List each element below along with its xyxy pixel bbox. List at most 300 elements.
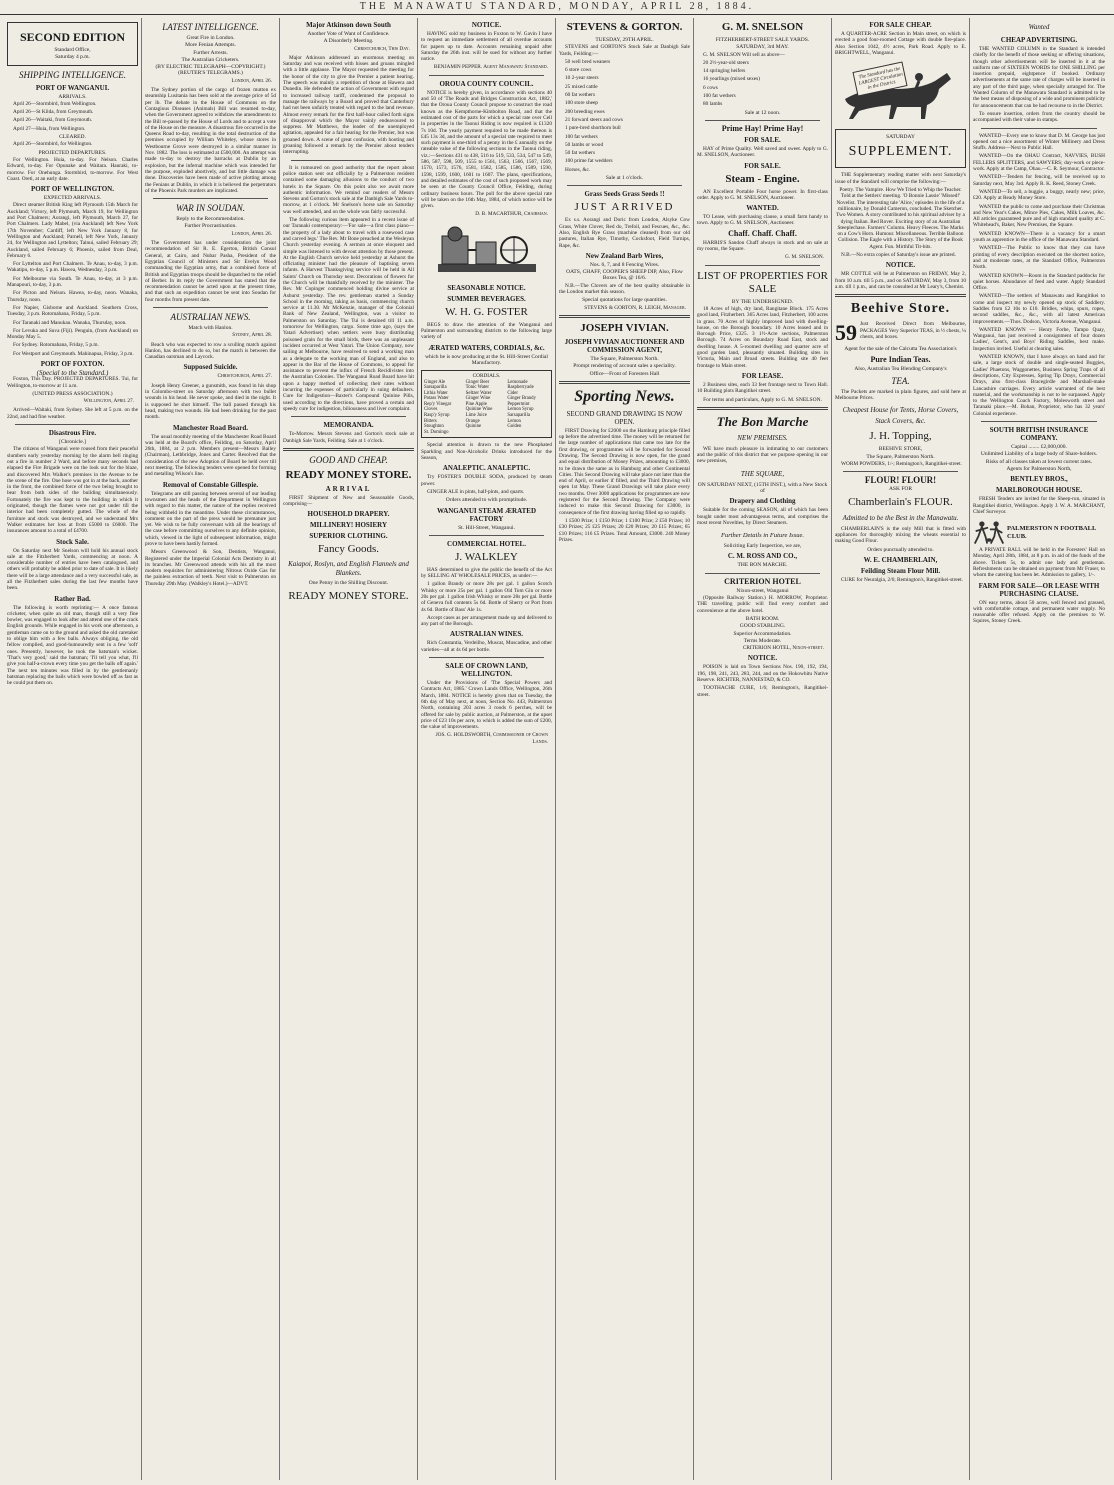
wanted-ad: WANTED—On the OHAU Contract, NAVVIES, BUSH FELLERS SPLITTERS, and SAWYERS; day-work or piece-work. Apply at the Camp, Ohau.—C. R. Seymour, Contractor. <box>973 153 1105 173</box>
rumour-text: It is rumoured on good authority that the report about police station sent out officially by a Palmerston resident contained some damaging allusions to the conduct of two hotels in the Square. On this point also we await more authentic information. We remind our readers of Messrs Stevens and Gorton's stock sale at the Danbigh Sale Yards to-morrow, at 1 o'clock. Mr Snelson's horse sale on Saturday was well attended, and on the whole was fairly successful. <box>283 164 414 215</box>
walkley-list: 1 gallon Brandy or more 28s per gal. 1 gallon Scotch Whisky or more 25s per gal. 1 gallon Old Tom Gin or more 20s per gal. 1 gallon Irish Whisky or more 28s per gal. Bottle of Geneva full contents 5s 6d. Bottle of Sherry or Port from 4s 6d. Bottle of Bass' Ale 1s. <box>421 581 552 613</box>
feilding-mill: Feilding Steam Flour Mill. <box>860 566 941 575</box>
list-item: Peppermint <box>507 401 530 407</box>
port-foxton: PORT OF FOXTON. <box>40 359 105 368</box>
edition-time: Saturday 4 p.m. <box>55 54 90 61</box>
the-square: THE SQUARE, <box>740 469 785 478</box>
grass-text: Ex s.s. Aorangi and Doric from London, Alsyke Cow Grass, White Clover, Red do, Trefoil, and Fescues, &c., &c. Also, English Rye Grass (machine cleaned) from our old pastures, Italian Rye, Timothy, Cocksfoot, Field Turnips, Rape, &c. <box>559 217 690 249</box>
cheap-advertising: CHEAP ADVERTISING. <box>1000 36 1078 44</box>
soudan-sub: Further Procrastination. <box>184 223 237 230</box>
aus-date: Sydney, April 28. <box>232 332 272 339</box>
ask-for: ASK FOR <box>888 486 913 493</box>
divider <box>283 448 414 451</box>
list-item: 80 lambs <box>703 101 723 108</box>
arrival-text: FIRST Shipment of New and Seasonable Goods, comprising— <box>283 494 414 508</box>
dentist-text: Messrs Greenwood & Son, Dentists, Wanganui, Registered under the Imperial Colonial Acts Dentistry in all its branches. Mr Greenwood attends with his all the most modern requisites for administering Nitrous Oxide Gas for the painless extraction of teeth. Next visit to Palmerston on Thursday 29th May. (Walkley's Hotel.)—ADVT. <box>145 549 276 587</box>
vivian-office: Office—Front of Foresters Hall <box>589 370 660 377</box>
soudan-text: The Government has under consideration the joint recommendation of Sir R. E. Egerton, British Consul General, at Cairo, and Nubar Pasha, President of the Egyptian Council of Ministers and Sir Evelyn Wood commanding the Egyptian army, that a combined force of British and Egyptian troops should be dispatched to the relief of Berber. In its reply the Government has stated that the recommendation cannot be acted upon at the present time, and that such an expedition cannot be sent into Soudan for four months from present date. <box>145 240 276 303</box>
wanted-ad: WANTED—Tenders for fencing, will be received up to Saturday next, May 3rd. Apply R. K. Reed, Stoney Creek. <box>973 174 1105 187</box>
list-item: Orange <box>465 418 480 424</box>
stock-sale-title: Stock Sale. <box>56 537 89 546</box>
soliciting: Soliciting Early Inspection, we are, <box>723 543 802 550</box>
quarter-acre-text: A QUARTER-ACRE Section in Main street, on which is erected a good four-roomed Cottage with double fire-place. Also Section 1042, 4½ acres, Park Road. Apply to E. BRIGHTWELL, Wanganui. <box>835 31 966 56</box>
list-item: Horses, &c. <box>565 166 591 173</box>
oroua-title: OROUA COUNTY COUNCIL. <box>439 79 534 88</box>
list-item: 6 cows <box>703 84 718 91</box>
list-item: Rep'y Vinegar <box>424 401 452 407</box>
supplement-day: SATURDAY <box>886 134 915 141</box>
list-item: Ginger Beer <box>465 379 490 385</box>
latest-sub: The Australian Cricketers. <box>181 56 240 63</box>
arrived-text: Arrived—Waitaki, from Sydney. She left at 5 p.m. on the 22nd, and had fine weather. <box>7 407 138 420</box>
vivian-address: The Square, Palmerston North. <box>590 355 659 362</box>
list-item: Potass Water <box>424 396 449 402</box>
divider <box>153 307 268 308</box>
list-item: Raspberryade <box>507 385 534 391</box>
ready-money-store: READY MONEY STORE. <box>285 468 412 481</box>
list-item: Bitters <box>424 418 437 424</box>
chaff-heading: Chaff. Chaff. Chaff. <box>728 228 797 238</box>
chaff-text: HARRIS'S Sandon Chaff always in stock and on sale at my rooms, the Square. <box>697 239 828 253</box>
atkinson-date: Christchurch, This Day. <box>354 45 410 52</box>
criterion-signature: CRITERION HOTEL, Nixon-street. <box>742 645 824 652</box>
bon-more: Suitable for the coming SEASON, all of which has been bought under most advantageous terms, and comprises the most recent Novelties, by Direct Steamers. <box>697 507 828 526</box>
calcutta: Agent for the sale of the Calcutta Tea Association's <box>844 346 957 353</box>
misc-text: The following curious item appeared in a recent issue of our Taranaki contemporary:—'For sale—a first class piano—the property of a lady about to travel with a rosewood case and carved legs.' The Rev. Mr Bone preached at the Wesleyan Church yesterday evening. A sermon at once eloquent and simple was listened to with devout attention by those present. At the English Church service held yesterday at Ashurst the officiating minister had the pleasure of baptising seven infants. A Harvest Thanksgiving service will be held in All Saints' Church on Thursday next. Decorations of flowers for the Church will be thankfully received by the minister. The Rev. Mr Copinger commenced holding divine service at Ashurst yesterday. The rev. gentleman started a Sunday School in the morning, taking as basis, commencing church service at 11.30. Mr McKenzie, manager of the Colonial Bank of New Zealand, Wellington, was a visitor to Palmerston on Saturday. The Tui is detained till 11 a.m. tomorrow for Wellington, cargo. Some time ago, (says the Yatari Advertiser) when settlers were busy distributing poisoned grain for the small birds, there was an unpleasant incident occurred at West Yatari. The Union Company, now sailing at Melbourne, have resolved to send a working man as a delegate to the working man of England, and also to appear in the Bar of the House of Commons, to appeal for assistance to prevent the influx of French Recidivistes into the Australian Colonies. The Wanganui Road Board have hit upon a happy method of collecting their rates without incurring the expenses of particularly in suing defaulters. Cure for Indigestion—Baxter's Compound Quinine Pills, used according to the directions, have proved a certain and speedy cure for indigestion, biliousness and liver complaint. <box>283 217 414 412</box>
divider <box>291 416 406 417</box>
suicide-title: Supposed Suicide. <box>183 363 238 372</box>
aerated-sub: which he is now producing at the St. Hill-Street Cordial Manufactory. <box>425 353 548 366</box>
atkinson-text: Major Atkinson addressed an enormous meeting on Saturday and was received with hisses and groans mingled with a little applause. The Mayor requested the meeting for the honor of the city to give the Premier a patient hearing. The speech was mainly a repetition of those at Hawera and Dunedin. He defended the action of Government with regard to increased railway tariff, condemned the proposal to manage the railways by a Board and proved that Canterbury had not been unfairly treated with regard to the land revenue. Almost every remark for the first half-hour called forth signs of disapproval which the Mayor vainly endeavoured to suppress. Mr Matthews, the leader of the unemployed agitation, appealed for a fair hearing for the Premier, but was groaned down. A scene of great confusion, with hooting and groaning followed a remark by the Premier about tenders interrupting. <box>283 54 414 156</box>
cordials-table <box>421 370 552 438</box>
edition-title: SECOND EDITION <box>19 30 126 44</box>
cleared-label: CLEARED. <box>59 134 86 141</box>
ready-money-store-footer: READY MONEY STORE. <box>288 589 409 602</box>
column-8 <box>970 18 1108 1480</box>
fire-source: [Chronicle.] <box>59 439 86 446</box>
constable-text: Telegrams are still passing between several of our leading townsmen and the heads of the Department in Wellington with regard to this matter, the nature of the replies received being withheld in the meantime. Under these circumstances, comment on the part of the press would be premature just yet. We wish to be fully conversant with all the bearings of the case before committing ourselves to any definite opinion, which, viewed in the light of subsequent information, might prove to have been hastily formed. <box>145 490 276 547</box>
risks-line: Risks of all classes taken at lowest current rates. <box>985 458 1093 465</box>
expected-text: Direct steamer British King left Plymouth 15th March for Auckland; Victory, left Plymouth, March 19, for Wellington and Port Chalmers; Aorangi, left Plymouth, March 27, for Port Chalmers. Lady Mabel, (via Auckland) left New York 17th November; Cardiff, left New York January 8, for Wellington and Auckland; Parnell, left New York, January 24, for Wellington and Lyttelton; Tainui, sailed February 29; Auckland, sailed February 6; Phoenix, sailed from Deal, February 6. <box>7 202 138 259</box>
for-sale-cheap: FOR SALE CHEAP. <box>869 21 932 29</box>
list-item: Ginger Wine <box>465 396 491 402</box>
list-item: Rasp'y Syrup <box>424 413 450 419</box>
wanted-ad: WANTED the public to come and purchase their Christmas and New Year's Cakes, Mince Pies, Cakes, Milk Loaves, &c. All articles guaranteed pure and of high standard quality at C. Whitehead's, Baker, New Premises, the Square. <box>973 203 1105 229</box>
commercial-hotel: COMMERCIAL HOTEL. <box>447 539 526 548</box>
marlborough-house: MARLBOROUGH HOUSE. <box>996 486 1082 495</box>
arrivals-label: ARRIVALS. <box>58 93 87 100</box>
special-quote: Special quotations for large quantities. <box>582 297 667 304</box>
tea-heading: TEA. <box>891 375 910 386</box>
wanted-heading: Wanted <box>1028 23 1050 31</box>
list-item: Golden <box>507 424 522 430</box>
just-arrived: JUST ARRIVED <box>574 201 675 214</box>
fire-text: The citizens of Wanganui were roused from their peaceful slumbers early yesterday morning by the alarm bell ringing out a fire in number 2 Ward, and before many seconds had elapsed the Fire Brigade were on the look out for the blaze, and discovered Mrs Walker's premises in the Avenue to be the scene of the fire. One hose was got in at the back, another in the front, the combined force of the two being brought to bear from both sides of the building simultaneously. Fortunately the fire was kept to the building in which it originated, though the flames were not got under till the interior had been completely gutted. The whole of the furniture and stock was destroyed, and we understand Mrs Walker estimates her loss at from £5000 to £6000. The insurances amount to a total of £4700. <box>7 446 138 535</box>
factory-address: St. Hill-Street, Wanganui. <box>458 524 515 531</box>
list-item: 50 lambs or wood <box>565 141 604 148</box>
factory-name: WANGANUI STEAM ÆRATED FACTORY <box>436 506 537 523</box>
unlimited-line: Unlimited Liability of a large body of Share-holders. <box>980 451 1098 458</box>
column-5 <box>556 18 694 1480</box>
supplement-note: N.B.—No extra copies of Saturday's issue are printed. <box>841 252 956 259</box>
soudan-date: London, April 26. <box>231 230 272 237</box>
memoranda-text: To-Morrow. Messrs Stevens and Gorton's stock sale at Danbigh Sale Yards, Feilding. Sale at 1 o'clock. <box>283 431 414 444</box>
wanted-ad: WANTED KNOWN, that I have always on hand and for sale, a large stock of double and single-seated Buggies, Ladies' Phaetons, Waggonettes, Business Spring Traps of all descriptions, City Expresses, Spring Tip Drays, Commercial Drays, also first-class Bracegirdle and Marshall-make Lancashire carriages. Every article warranted of the best material, and the workmanship is not to be surpassed. Apply to the Wellington Coach Factory, Molesworth street and Taranaki place.—M. Bohan, Proprietor, who has 32 years' Colonial experience. <box>973 354 1105 417</box>
crown-land-signature: JOS. G. HOLDSWORTH, Commissioner of Crown Lands. <box>435 732 548 745</box>
list-item: Lemon <box>507 418 521 424</box>
cleared-line: April 26—Stormbird, for Wellington. <box>13 141 93 148</box>
further-details: Further Details in Future Issue. <box>721 532 804 540</box>
projected-departures-label: PROJECTED DEPARTURES. <box>38 149 107 156</box>
divider <box>429 75 544 76</box>
column-7 <box>832 18 970 1480</box>
wanted-ad: WANTED—The Public to know that they can have printing of every description executed on the shortest notice, and at moderate rates, at the Standard Office, Palmerston North. <box>973 245 1105 271</box>
criterion-title: CRITERION HOTEL <box>724 576 801 586</box>
latest-sub: More Fenian Attempts. <box>185 42 236 49</box>
sg-date: TUESDAY, 29TH APRIL. <box>595 37 654 43</box>
beehive-store: Beehive Store. <box>850 301 951 317</box>
orders-text: Orders punctually attended to. <box>867 546 934 553</box>
stock-sale-text: On Saturday next Mr Snelson will hold his annual stock sale at the Fitzherbert Yards, commencing at noon. A considerable number of entries have been catalogued, and others will probably be added prior to date of sale. It is likely there will be a large attendance and a very successful sale, as all the Fitzherbert sales during the last few months have been. <box>7 547 138 592</box>
column-2 <box>142 18 280 1480</box>
aerated-waters: ÆRATED WATERS, CORDIALS, &c. <box>428 343 545 352</box>
discount-line: One Penny in the Shilling Discount. <box>308 580 389 587</box>
millinery-line: MILLINERY! HOSIERY <box>309 521 388 530</box>
crown-land-title: SALE OF CROWN LAND, WELLINGTON. <box>445 662 528 679</box>
rather-bad-text: The following is worth reprinting:— A once famous cricketer, when quite an old man, though still a very fine bowler, was engaged to look after and attend one of the crack English grounds. While engaged in his work one afternoon, a gentleman came on to the ground and asked the old caretaker to oblige him with a few balls. Always obliging, the old fellow complied, and good-humouredly sent in a few 'soft' ones. Presently, however, he took the batsman's wicket. 'That's very good,' said the batsman; 'I'll tell you what, I'll give you half-a-crown every time you get the balls off again.' The next ten minutes was filled in by the gentlemanly batsman replacing the bails which were bowled off as fast as he could put them on. <box>7 604 138 687</box>
football-players-icon <box>973 517 1005 547</box>
steam-engine: Steam - Engine. <box>725 172 800 185</box>
list-item: 20 2½-year-old steers <box>703 59 749 66</box>
pure-indian-teas: Pure Indian Teas. <box>870 354 931 364</box>
shipping-title: SHIPPING INTELLIGENCE. <box>18 69 126 80</box>
arrival-heading: ARRIVAL <box>325 484 372 493</box>
atkinson-sub: A Disorderly Meeting. <box>323 38 374 45</box>
vivian-text: JOSEPH VIVIAN AUCTIONEER AND COMMISSION AGENT, <box>564 337 685 354</box>
cottle-text: MR COTTLE will be at Palmerston on FRIDAY, May 2, from 10 a.m. till 5 p.m., and on SATURDAY, May 3, from 10 a.m. till 1 p.m., and can be consulted at Mr Leary's, Chemist. <box>835 271 966 290</box>
latest-title: LATEST INTELLIGENCE. <box>162 22 259 32</box>
soudan-title: WAR IN SOUDAN. <box>175 203 246 214</box>
divider <box>429 657 544 658</box>
second-edition-box <box>7 22 138 66</box>
steam-text: AN Excellent Portable Four horse power. In first-class order. Apply to G. M. SNELSON, Auctioneer. <box>697 188 828 201</box>
properties-text: 18 Acres of high, dry land, Rangitane Block. 175 Acres good land, Fitzherbert. 365 Acres land, Fitzherbert, 100 acres in grass. 70 Acres of highly improved land with dwelling-house, on the Borough boundary. 10 Acres leased and in Borough Price, £325. 3 1½-Acre sections, Palmerston Borough. 74 Acres on Boundary Road East, stock and dwelling house. A 5-roomed dwelling and quarter acre of good garden land, pleasantly situated. Building sites in Victoria, Main and Broad streets. Building site 40 feet frontage to Main street. <box>697 305 828 369</box>
stevens-gorton-title: STEVENS & GORTON. <box>566 21 683 33</box>
divider <box>153 198 268 199</box>
tents-text: Cheapest House for Tents, Horse Covers, Stack Covers, &c. <box>842 406 959 426</box>
list-item: 100 store sheep <box>565 100 598 107</box>
newspaper-page <box>4 18 1110 1480</box>
sg-text: STEVENS and GORTON'S Stock Sale at Danbigh Sale Yards, Feilding:— <box>559 44 690 57</box>
ross-co: C. M. ROSS AND CO., <box>727 552 798 561</box>
list-item: Stoughton <box>424 424 444 430</box>
list-item: 16 yearlings (mixed sexes) <box>703 76 760 83</box>
list-item: 25 mixed cattle <box>565 83 598 90</box>
supplement-list: Poetry. The Vampire. How We Tried to Whip the Teacher. Told at the Settlers' meeting. 'O Bonnie Lassie' 'Missed!' Novelist. The interesting tale 'Alice,' episodes in the life of a millionaire, by Donald Cameron, concluded. The Sketcher. Two Women. A story contributed to his spiritual adviser by a dying Italian. Red Rover. Exciting story of an Australian Steeplechase. Farmers' Column. Heavy Fleeces. The Marks on a Cow's Horn. Humour. Miscellaneous. Terrible Balloon Collision. The Eagle with a History. The Story of the Book Agent. Fun. Mirthful Tit-bits. <box>836 187 965 250</box>
list-item: Cloves <box>424 407 438 413</box>
notice-title: NOTICE. <box>471 21 502 29</box>
bentley-bros: BENTLEY BROS., <box>1010 475 1068 484</box>
wanted-ad: WANTED—Every one to know that D. M. George has just opened out a nice assortment of Winter Millinery and Dress Stuffs. Address—Next to Public Hall. <box>973 132 1105 152</box>
picton-text: For Picton and Nelson. Hawea, to-day, noon. Wanaka, Thursday, noon. <box>7 290 138 303</box>
supplement-text: THE Supplementary reading matter with next Saturday's issue of the Standard will comprise the following:— <box>835 172 966 185</box>
standard-banner <box>835 59 966 125</box>
cure-text: CURE for Neuralgia, 2/6; Remington's, Rangitikei-street. <box>841 576 963 583</box>
cheap-text: THE WANTED COLUMN in the Standard is intended chiefly for the benefit of those seeking or offering situations, though other advertisements will be inserted in it at the uniform rate of SIXTEEN WORDS for ONE SHILLING per insertion prepaid, eightpence if booked. Ordinary advertisements at the same rate of charges will be inserted in any part of the third page, when specially arranged for. The Wanted Column of the Manawatu Standard is admitted to be the best means of disposing of a wide and prominent publicity for announcements that can be had recourse to in the District. <box>973 46 1105 109</box>
wanted-ad: WANTED—The settlers of Manawatu and Rangitikei to come and inspect my newly opened up stock of Saddlery. Saddles from £2 10s to £10. Bridles, whips, spurs, ropes, second saddles, &c., &c., with all latest American improvements.—Thos. Dodson, Victoria Avenue, Wanganui. <box>973 293 1105 325</box>
sg-signature: STEVENS & GORTON, R. LEIGH, Manager. <box>584 304 686 311</box>
australian-news-title: AUSTRALIAN NEWS. <box>170 311 251 322</box>
column-1 <box>4 18 142 1480</box>
for-sale-2: FOR SALE. <box>744 161 781 170</box>
summer-beverages: SUMMER BEVERAGES. <box>447 294 526 303</box>
apply-text: For terms and particulars, Apply to G. M. SNELSON. <box>703 396 822 403</box>
united-press: (UNITED PRESS ASSOCIATION.) <box>32 390 113 397</box>
list-item: Quinine <box>465 424 482 430</box>
hay-text: HAY of Prime Quality. Well saved and sweet. Apply to G. M. SNELSON, Auctioneer. <box>697 145 828 159</box>
list-item: Ginger Ale <box>424 379 446 385</box>
divider <box>429 535 544 536</box>
bath-room: BATH ROOM. <box>745 615 780 622</box>
banner-text: The Standard has the LARGEST Circulation in the District. <box>858 66 904 92</box>
masthead: THE MANAWATU STANDARD, MONDAY, APRIL 28, 1884. <box>0 0 1114 15</box>
latest-text: The Sydney portion of the cargo of frozen mutton ex steamship Lusitania has been sold at the average price of 5d per lb. The debate in the House of Commons on the Contagious Diseases (Animals) Bill was resumed to-day, when the Government agreed to withdraw the amendments to the Bill re-passed by the House of Lords and to accept a vote of the House on the measure. A disastrous fire occurred in the Queens Road to-day, resulting in the total destruction of the premises occupied by William Whiteley, whose stores in Westbourne Grove were destroyed in a similar manner in Nov. 1882. The loss is estimated at £500,000. An attempt was made to-day to destroy the barracks at Dublin by an explosion, but the infernal machine which was intended for the purpose, exploded abortively, and but little damage was done. Discoveries have been made of active plotting among the Fenians at Dublin, in which it is believed the perpetrators of the Phoenix Park murders are implicated. <box>145 87 276 194</box>
barb-nos: Nos. 6, 7, and 8 Fencing Wires. <box>589 261 660 268</box>
supplement-box <box>835 129 966 168</box>
oats-line: OATS, CHAFF, COOPER'S SHEEP DIP, Also, Flow Boxes Tea, @ 16/6. <box>566 269 683 282</box>
wanted-ad: WANTED—To sell, a buggie, a buggy, nearly new; price, £20. Apply at Ready Money Store. <box>973 188 1105 202</box>
oroua-signature: D. B. MACARTHUR, Chairman. <box>475 211 548 218</box>
agents-line: Agents for Palmerston North, <box>1006 465 1072 472</box>
topping-sub: BEEHIVE STORE, <box>878 446 923 453</box>
football-header <box>973 517 1105 547</box>
wanted-ad: WANTED KNOWN—There is a vacancy for a smart youth as apprentice in the office of the Manawatu Standard. <box>973 230 1105 244</box>
notice-heading: NOTICE. <box>747 654 778 663</box>
for-lease: FOR LEASE. <box>741 371 784 380</box>
analeptic: ANALEPTIC. ANALEPTIC. <box>442 464 531 473</box>
snelson-date: SATURDAY, 3rd MAY. <box>736 44 789 51</box>
wanted-heading: WANTED. <box>746 204 779 213</box>
list-item: 10 2-year steers <box>565 75 599 82</box>
foxton-text: Foxton, This Day. PROJECTED DEPARTURES. Tui, for Wellington, to-morrow at 11 a.m. <box>7 376 138 389</box>
wanted-ad: WANTED KNOWN — Henry Forbe, Tampo Quay, Wanganui, has just received a consignment of four dozen Ladies', Gent's, and Boys' Riding Saddles, best make. Inspection invited. Useful at clearing sales. <box>973 326 1105 352</box>
supplement-title: SUPPLEMENT. <box>848 144 953 160</box>
walkley-text: HAS determined to give the public the benefit of the Act by SELLING AT WHOLESALE PRICES, as under:— <box>421 566 552 580</box>
criterion-text: (Opposite Railway Station.) H. MORROW, Proprietor. THE travelling public will find every comfort and convenience at the above hotel. <box>697 595 828 614</box>
properties-title: LIST OF PROPERTIES FOR SALE <box>697 269 828 295</box>
walkley-name: J. WALKLEY <box>455 550 518 563</box>
divider <box>705 265 820 266</box>
topping-name: J. H. Topping, <box>869 430 932 443</box>
superior-accommodation: Superior Accommodation. <box>733 630 792 637</box>
grass-seeds-heading: Grass Seeds Grass Seeds !! <box>584 190 665 199</box>
melbourne-text: For Melbourne via South. Te Anau, to-day, at 3 p.m. Manapouri, to-day, 3 p.m. <box>7 275 138 289</box>
list-item: 100 fat wethers <box>565 133 598 140</box>
criterion-address: Nixon-street, Wanganui <box>736 587 789 594</box>
list-item: 50 fat wethers <box>565 150 596 157</box>
divider <box>567 185 682 186</box>
foster-name: W. H. G. FOSTER <box>445 305 528 318</box>
beehive-number-icon: 59 <box>835 320 857 346</box>
good-stabling: GOOD STABLING. <box>739 623 786 630</box>
road-board-title: Manchester Road Board. <box>172 423 249 432</box>
beehive-text: Just Received Direct from Melbourne, PACKAGES Very Superior TEAS, in ½ chests, ¼ chests, and boxes. <box>860 321 966 340</box>
aus-sub: Match with Hanlon. <box>188 324 233 331</box>
suicide-date: Christchurch, April 27. <box>217 373 272 380</box>
aus-text: Beach who was expected to row a sculling match against Hanlon, has declined to do so, but the match is between the Canadian oarsman and Laycock. <box>145 341 276 361</box>
wanted-text: TO Lease, with purchasing clause, a small farm handy to town. Apply to G. M. SNELSON, Auctioneer. <box>697 214 828 227</box>
list-item: Quinine Wine <box>465 407 493 413</box>
foxton-special: (Special to the Standard.) <box>36 368 109 377</box>
vivian-prompt: Prompt rendering of account sales a speciality. <box>573 363 676 370</box>
snelson-signature: G. M. SNELSON. <box>785 254 824 261</box>
special-text: Special attention is drawn to the new Phosphated Sparkling and Non-Alcoholic Drinks introduced for the Season, <box>421 442 552 462</box>
flour-heading: FLOUR! FLOUR! <box>864 475 937 486</box>
prizes-text: 1 £500 Prize; 1 £150 Prize; 1 £100 Prize; 2 £50 Prizes; 10 £30 Prizes; 25 £25 Prizes; 20 £20 Prizes; 20 £15 Prizes; 65 £10 Prizes; 116 £5 Prizes. Total Amount, £3000. 240 Money Prizes. <box>559 517 690 543</box>
foster-text: BEGS to draw the attention of the Wanganui and Palmerston and surrounding districts to the following large variety of <box>421 321 552 341</box>
list-item: 200 breeding ewes <box>565 108 605 115</box>
drawing-heading: SECOND GRAND DRAWING IS NOW OPEN. <box>566 409 683 426</box>
list-item: Sarsaparilla <box>424 385 447 391</box>
london-date: London, April 26. <box>231 77 272 84</box>
nb-text: N.B.—The Clovers are of the best quality obtainable in the London market this season. <box>559 282 690 296</box>
chamberlain-signature: W. E. CHAMBERLAIN, <box>863 555 938 564</box>
sg-list <box>559 59 690 173</box>
telegraph-note: (BY ELECTRIC TELEGRAPH—COPYRIGHT.) (REUTER'S TELEGRAMS.) <box>155 64 266 77</box>
bon-signature: THE BON MARCHE. <box>737 562 788 569</box>
bon-marche: The Bon Marche <box>716 413 809 429</box>
saturday-next: ON SATURDAY NEXT, (15TH INST.), with a New Stock of <box>697 481 828 494</box>
divider <box>843 471 958 472</box>
list-item: Pine Apple <box>465 401 487 407</box>
list-item: 6 store cows <box>565 67 592 74</box>
column-4 <box>418 18 556 1480</box>
cordials-heading: CORDIALS. <box>472 373 501 380</box>
beehive-ad <box>835 321 966 345</box>
list-item: 21 forward steers and cows <box>565 116 623 123</box>
chamberlain-flour: Chamberlain's FLOUR. <box>848 495 953 508</box>
australian-wines: AUSTRALIAN WINES. <box>449 630 523 639</box>
memoranda-title: MEMORANDA. <box>323 421 374 430</box>
snelson-list <box>697 60 828 108</box>
divider <box>981 128 1097 129</box>
capital-line: Capital ........ £2,000,000. <box>1011 444 1067 451</box>
wines-text: Rich Constantia, Verdeilho, Muscat, Muscadine, and other varieties—all at 4s 6d per bottle. <box>421 640 552 653</box>
cheap-note: To ensure insertion, orders from the country should be accompanied with their value in stamps. <box>973 110 1105 124</box>
walkley-sub: Accept cases as per arrangement made up and delivered to any part of the Borough. <box>421 614 552 628</box>
list-item: Ginger Brandy <box>507 396 536 402</box>
atkinson-sub: Another Vote of Want of Confidence. <box>307 31 390 37</box>
atkinson-title: Major Atkinson down South <box>306 21 391 29</box>
farm-title: FARM FOR SALE—OR LEASE WITH PURCHASING CLAUSE. <box>978 581 1100 598</box>
worm-text: WORM POWDERS, 1/-; Remington's, Rangitikei-street. <box>841 461 962 468</box>
arrival-line: April 26—St Kilda, from Greymouth. <box>13 109 94 116</box>
list-item: St. Domingo <box>424 429 449 435</box>
wellington-date: Wellington, April 27. <box>83 398 134 405</box>
barb-wires: New Zealand Barb Wires, <box>585 251 664 260</box>
insurance-title: SOUTH BRITISH INSURANCE COMPANY. <box>989 426 1089 443</box>
expected-label: EXPECTED ARRIVALS. <box>43 195 102 202</box>
wanted-ad: WANTED KNOWN—Room in the Standard paddocks for quiet horses. Abundance of feed and water. Apply Standard Office. <box>973 272 1105 292</box>
divider <box>559 381 690 384</box>
latest-sub: Great Fire in London. <box>186 35 235 41</box>
road-board-text: The usual monthly meeting of the Manchester Road Board was held at the Board's office, Feilding, on Saturday, April 26th, 1884, at 2 p.m. Members present—Messrs Bailey (Chairman), Lethbridge, Jones and Carter. Resolved that the consideration of the new Adoption of Board be held over till next meeting. The following tenders were opened for forming and metalling Wilson's line. <box>145 433 276 478</box>
for-sale: FOR SALE. <box>744 135 781 144</box>
list-item: 1 pure-bred shorthorn bull <box>565 125 621 132</box>
bon-text: WE have much pleasure in intimating to our customers and the public of this district that we purpose opening in our new premises, <box>697 445 828 465</box>
snelson-title: G. M. SNELSON <box>721 21 804 33</box>
projected-departures-text: For Wellington. Huia, to-day. For Nelson. Charles Edward, to-day. For Opunake and Waitara. Hauraki, to-morrow. For Onehunga. Stormbird, to-morrow. For West Coast. Oreti, at an early date. <box>7 156 138 182</box>
column-6 <box>694 18 832 1480</box>
toothache-text: TOOTHACHE CURE, 1/6; Remington's, Rangitikei-street. <box>697 685 828 698</box>
divider <box>15 424 130 425</box>
list-item: Lithia Water <box>424 390 448 396</box>
seasonable-notice: SEASONABLE NOTICE. <box>447 283 526 292</box>
divider <box>835 294 966 297</box>
divider <box>559 315 690 318</box>
admitted-text: Admitted to be the Best in the Manawatu. <box>842 513 959 522</box>
divider <box>981 421 1097 422</box>
rather-bad-title: Rather Bad. <box>54 594 91 603</box>
list-item: 100 fat wethers <box>703 93 736 100</box>
orders-text: Orders attended to with promptitude. <box>445 497 528 504</box>
sporting-news: Sporting News. <box>574 387 675 405</box>
list-item: Sarsaparilla <box>507 413 530 419</box>
suicide-text: Joseph Henry Greener, a gunsmith, was found in his shop in Colombo-street on Saturday afternoon with two bullet wounds in his head. He never spoke, and died in the night. It is supposed he shot himself. The ball passed through his head, making two wounds. He had been drinking for the past month. <box>145 382 276 421</box>
list-item: 50 well bred weaners <box>565 58 611 65</box>
vivian-title: JOSEPH VIVIAN. <box>580 321 669 334</box>
westcoast-text: For Westport and Greymouth. Mahinapua, Friday, 3 p.m. <box>13 350 134 357</box>
farm-text: ON easy terms, about 50 acres, well fenced and grassed, with comfortable cottage, and permanent water supply. No reasonable offer refused. Apply on the premises to W. Squires, Stoney Creek. <box>973 599 1105 625</box>
soda-text: Try FOSTER'S DOUBLE SODA, produced by steam power. <box>421 474 552 487</box>
prime-hay: Prime Hay! Prime Hay! <box>721 123 804 133</box>
cordials-grid <box>424 380 549 436</box>
football-text: A PRIVATE BALL will be held in the Foresters' Hall on Monday, April 28th, 1884, at 8 p.m. in aid of the funds of the above. Tickets 5s, to admit one lady and gentleman. Refreshments can be obtained on payment from Mr Fraser, to whom the catering has been let. Admission to gallery, 1/-. <box>973 547 1105 579</box>
ginger-ale-text: GINGER ALE in pints, half-pints, and quarts. <box>427 488 525 495</box>
lease-text: 2 Business sites, each 33 feet frontage next to Town Hall. 10 Building plots Rangitikei street. <box>697 381 828 395</box>
list-item: Lemonade <box>507 379 528 385</box>
list-item: Cider <box>507 390 518 396</box>
snelson-time: Sale at 12 noon. <box>744 109 781 116</box>
oroua-text: NOTICE is hereby given, in accordance with sections 40 and 50 of 'The Roads and Bridges Construction Act, 1882,' that the Oroua County Council propose to construct the road known as the Kempthorne-Kimbolton Road, and that the estimated cost of the parts for which a special rate over Cell in properties in the Taonui Riding is now required is £1320 7s 10d. The yearly payment required to be made thereon is £45 13s 3d, and the amount of a special rate required to meet such payment is one-third of a penny in the £ annually on the rateable value of the following sections in the Taonui riding, viz.:—Sections 431 to 438, 516 to 519, 533, 534, 547 to 549, 586, 587, 598, 509, 1555 to 1561, 1563, 1566, 1567, 1569, 1570, 1573, 1576, 1581, 1582, 1585, 1586, 1589, 1590, 1598, 1599, 1600, 1601 to 1607. The plans, specifications, and detailed estimates of the cost of such proposed work may be seen at the County Council Office, Feilding, during ordinary business hours. The poll for the above special rate will be taken on the 16th May, 1884, of which notice will be given. <box>421 89 552 210</box>
snelson-text: G. M. SNELSON Will sell as above— <box>703 51 785 58</box>
properties-sub: BY THE UNDERSIGNED. <box>731 298 794 305</box>
flannels-line: Kaiapoi, Roslyn, and English Flannels and Blankets. <box>288 560 409 578</box>
new-premises: NEW PREMISES. <box>737 433 788 442</box>
soudan-sub: Reply to the Recommendation. <box>176 216 245 223</box>
port-wellington: PORT OF WELLINGTON. <box>31 185 114 194</box>
notice-text: HAVING sold my business in Foxton to W. Gavin I have to request an immediate settlement of all overdue accounts for papers up to date. Accounts remaining unpaid after Saturday the 26th inst. will be sued for without any further notice. <box>421 31 552 63</box>
fire-title: Disastrous Fire. <box>48 429 97 438</box>
edition-office: Standard Office, <box>54 47 91 53</box>
drapery-line: HOUSEHOLD DRAPERY. <box>307 510 390 519</box>
port-wanganui: PORT OF WANGANUI. <box>35 83 110 92</box>
sg-time: Sale at 1 o'clock. <box>605 175 644 182</box>
list-item: Tonic Water <box>465 385 489 391</box>
chamberlain-text: CHAMBERLAIN'S is the only Mill that is fitted with appliances for thoroughly mixing the wheats essential to making Good Flour. <box>835 525 966 545</box>
good-cheap: GOOD AND CHEAP. <box>309 454 388 465</box>
notice-signature: BENJAMIN PEPPER. Agent Manawatu Standard. <box>433 64 548 71</box>
taranaki-text: For Taranaki and Manukau. Wanaka, Thursday, noon. <box>13 319 127 326</box>
list-item: 100 prime fat wedders <box>565 158 613 165</box>
also-text: Also, Australian Tea Blending Company's <box>854 365 947 372</box>
lyttelton-text: For Lyttelton and Port Chalmers. Te Anau, to-day, 3 p.m. Wakatipu, to-day, 5 p.m. Hawea, Wednesday, 3 p.m. <box>7 261 138 274</box>
snelson-sub: FITZHERBERT-STREET SALE YARDS. <box>715 37 810 43</box>
fancy-goods: Fancy Goods. <box>317 543 380 556</box>
drapery-clothing: Drapery and Clothing <box>729 497 796 506</box>
arrival-line: April 26—Stormbird, from Wellington. <box>13 100 97 107</box>
terms-moderate: Terms Moderate. <box>743 637 782 644</box>
